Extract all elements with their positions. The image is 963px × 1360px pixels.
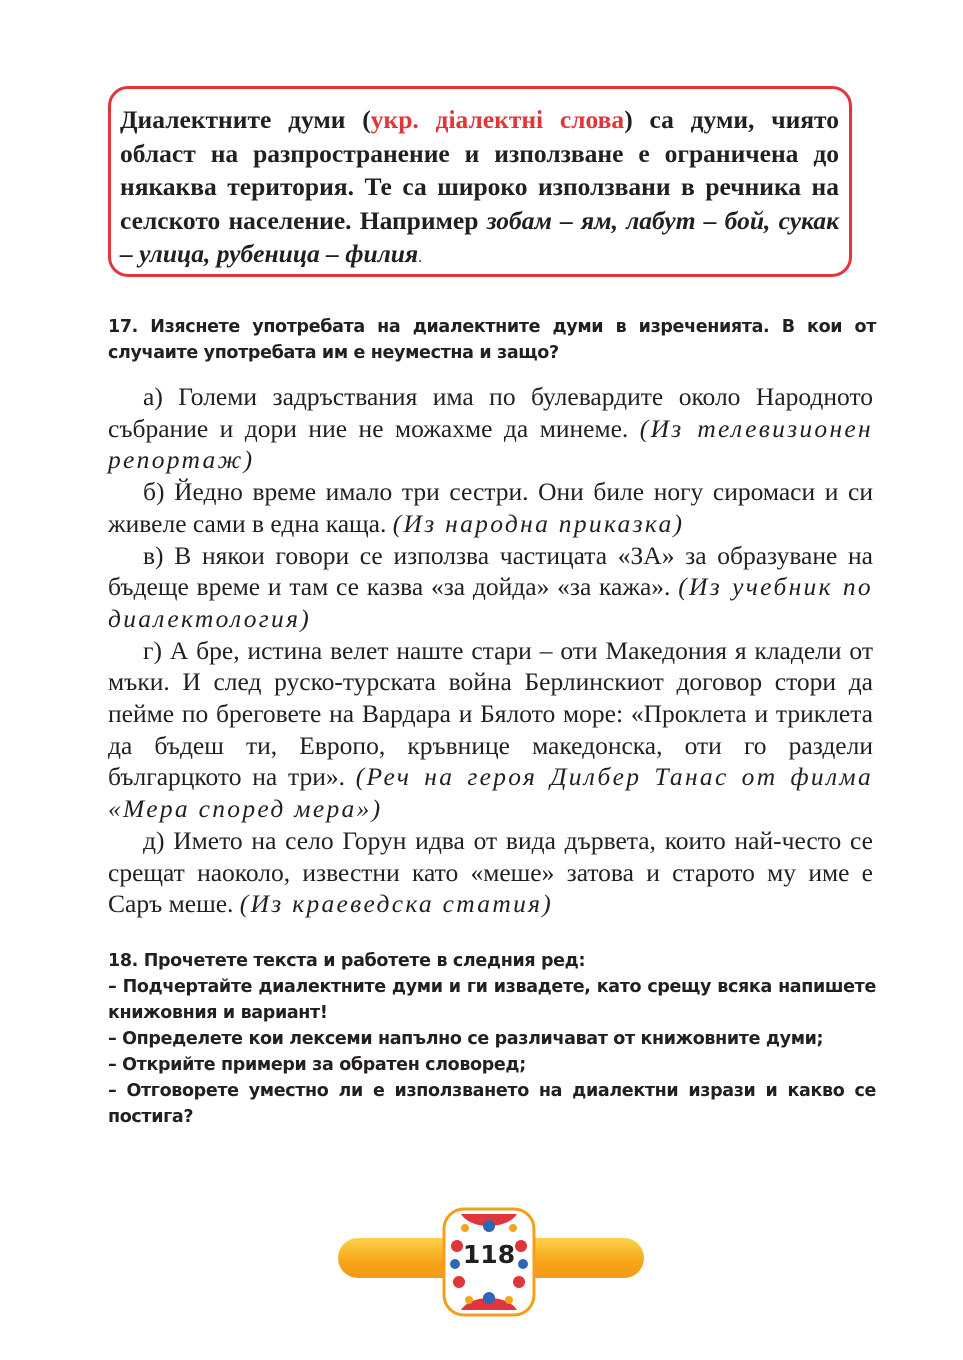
- example-b: [108, 476, 873, 539]
- example-text: в) В някои говори се използва частицата «ЗА» за образуване на бъдеще време и там се казва «за дойда» «за кажа».: [108, 540, 873, 602]
- example-source: (Из краеведска статия): [239, 889, 554, 919]
- task-18-step: – Открийте примери за обратен словоред;: [108, 1055, 526, 1075]
- definition-text-body: ) са думи, чиято област на разпространение и използване е ограничена до някаква територия. Те са широко използвани в речника на селското население. Например: [120, 105, 840, 235]
- example-text: г) А бре, истина велет наште стари – оти Македония я кладели от мъки. И след руско-турската война Берлинскиот договор стори да пейме по бреговете на Вардара и Бялото море: «Проклета и триклета да бъдеш ти, Европо, кръвнице македонска, оти го раздели българцкото на три».: [108, 635, 873, 792]
- task-18-title: 18. Прочетете текста и работете в следния ред:: [108, 951, 586, 971]
- task-17-examples: [108, 381, 873, 920]
- definition-box: [108, 86, 852, 277]
- example-source: (Из учебник по диалектология): [108, 572, 873, 633]
- example-d: [108, 635, 873, 825]
- example-text: б) Йедно време имало три сестри. Они биле ногу сиромаси и си живеле сами в една каща.: [108, 477, 873, 538]
- task-18-step: – Определете кои лексеми напълно се различават от книжовните думи;: [108, 1029, 824, 1049]
- example-text: д) Името на село Горун идва от вида дървета, които най-често се срещат наоколо, известни като «меше» затова и старото му име е Саръ меше.: [108, 825, 873, 919]
- task-18-block: [108, 948, 876, 1130]
- definition-examples: зобам – ям, лабут – бой, сукак – улица, рубеница – филия: [120, 205, 839, 268]
- task-18-step: – Отговорете уместно ли е използването на диалектни изрази и какво се постига?: [108, 1081, 876, 1127]
- task-17-title: 17. Изяснете употребата на диалектните думи в изреченията. В кои от случаите употребата им е неуместна и защо?: [108, 317, 876, 363]
- example-c: [108, 540, 873, 635]
- example-a: [108, 381, 873, 476]
- definition-end: .: [418, 249, 423, 266]
- task-18-step: – Подчертайте диалектните думи и ги извадете, като срещу всяка напишете книжовния и вариант!: [108, 977, 876, 1023]
- page-number-badge: [338, 1206, 644, 1326]
- example-source: (Из телевизионен репортаж): [108, 413, 873, 475]
- example-text: а) Големи задръствания има по булевардите около Народното събрание и дори ние не можахме да минеме.: [108, 382, 873, 443]
- page-number: 118: [462, 1240, 516, 1269]
- example-source: (Из народна приказка): [392, 508, 685, 538]
- definition-text-start: Диалектните думи (: [120, 105, 371, 134]
- example-source: (Реч на героя Дилбер Танас от филма «Мера според мера»): [108, 762, 873, 824]
- example-e: [108, 825, 873, 920]
- definition-ukrainian-term: укр. діалектні слова: [370, 105, 625, 134]
